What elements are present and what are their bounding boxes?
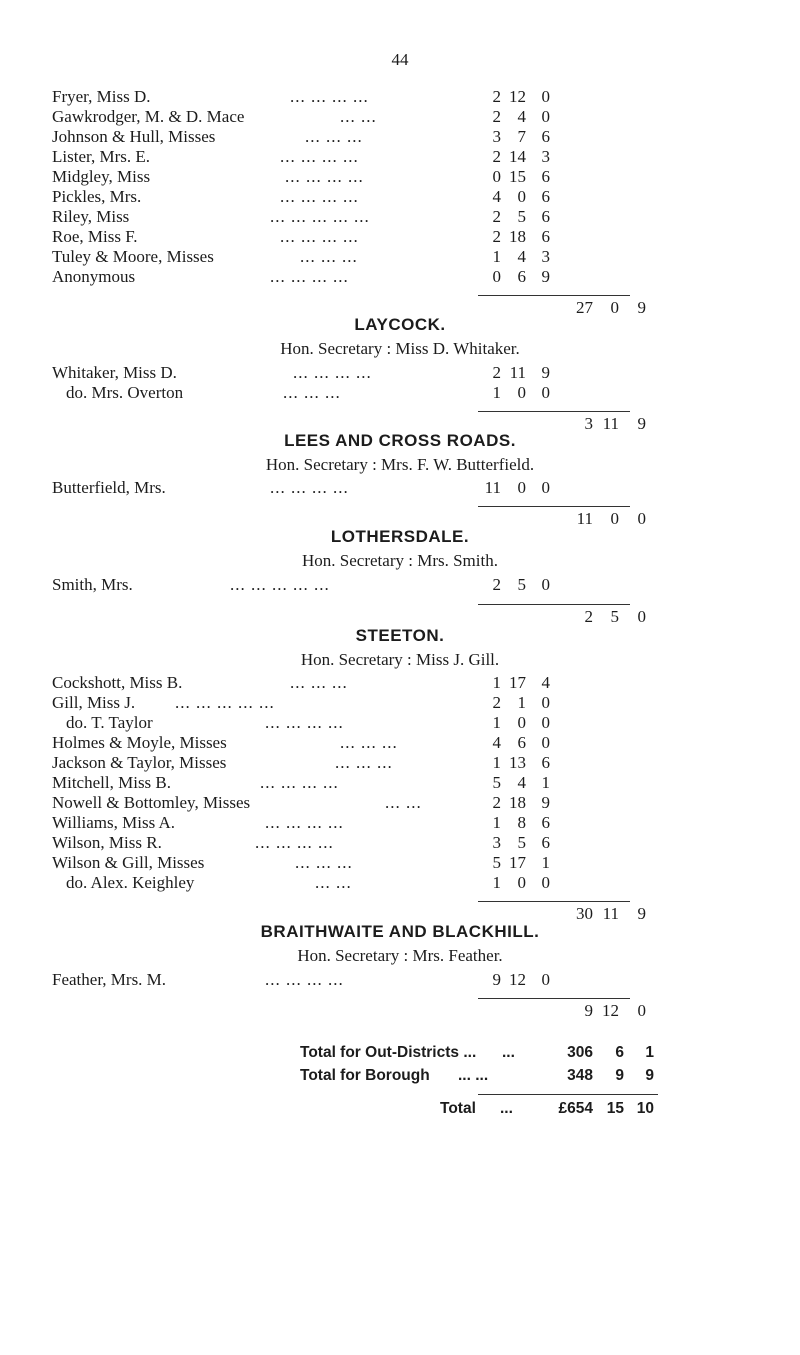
entry-row (0, 362, 800, 384)
entry-row (0, 106, 800, 128)
entry-name: Jackson & Taylor, Misses (52, 753, 227, 772)
amount-shillings: 5 (517, 575, 526, 594)
entry-name: Tuley & Moore, Misses (52, 247, 214, 266)
entry-row (0, 86, 800, 108)
amount-pence: 6 (541, 227, 550, 246)
amount-pounds: 1 (492, 713, 501, 732)
entry-name: Lister, Mrs. E. (52, 147, 150, 166)
amount-shillings: 12 (509, 87, 526, 106)
leader-dots: ... ... ... (305, 127, 363, 146)
amount-shillings: 15 (509, 167, 526, 186)
amount-pence: 0 (541, 713, 550, 732)
amount-shillings: 6 (517, 267, 526, 286)
amount-pounds: 4 (492, 187, 501, 206)
leader-dots: ... ... ... ... (265, 713, 344, 732)
entry-name: Nowell & Bottomley, Misses (52, 793, 251, 812)
grand-total-dots: ... (500, 1100, 513, 1117)
section-heading: LOTHERSDALE. (330, 527, 470, 546)
out-districts-total-pence: 1 (645, 1044, 654, 1061)
total-pounds: 27 (576, 298, 593, 317)
entry-row (0, 672, 800, 694)
amount-shillings: 4 (517, 773, 526, 792)
entry-name: Holmes & Moyle, Misses (52, 733, 227, 752)
total-pounds: 11 (576, 509, 593, 528)
amount-pence: 1 (541, 853, 550, 872)
leader-dots: ... ... ... ... (285, 167, 364, 186)
amount-pence: 9 (541, 793, 550, 812)
entry-row (0, 969, 800, 991)
amount-pence: 9 (541, 363, 550, 382)
borough-total-pence: 9 (645, 1067, 654, 1084)
entry-row (0, 166, 800, 188)
amount-shillings: 12 (509, 970, 526, 989)
entry-name: Anonymous (52, 267, 136, 286)
amount-pence: 6 (541, 813, 550, 832)
entry-row (0, 772, 800, 794)
entry-row (0, 382, 800, 404)
total-pence: 9 (637, 414, 646, 433)
amount-pence: 0 (541, 693, 550, 712)
column-rule (478, 1094, 658, 1095)
leader-dots: ... ... (340, 107, 377, 126)
amount-shillings: 0 (517, 383, 526, 402)
amount-pence: 0 (541, 575, 550, 594)
hon-secretary: Hon. Secretary : Miss D. Whitaker. (280, 339, 520, 358)
amount-pence: 0 (541, 733, 550, 752)
amount-pence: 4 (541, 673, 550, 692)
entry-name: Cockshott, Miss B. (52, 673, 183, 692)
entry-row (0, 732, 800, 754)
amount-shillings: 11 (509, 363, 526, 382)
total-pence: 0 (637, 607, 646, 626)
entry-name: do. Alex. Keighley (66, 873, 195, 892)
amount-shillings: 4 (517, 247, 526, 266)
amount-shillings: 1 (517, 693, 526, 712)
entry-row (0, 126, 800, 148)
entry-name: Butterfield, Mrs. (52, 478, 166, 497)
total-shillings: 11 (602, 904, 619, 923)
amount-shillings: 18 (509, 793, 526, 812)
out-districts-total-label: Total for Out-Districts ... (300, 1044, 477, 1061)
out-districts-total-pounds: 306 (567, 1044, 593, 1061)
column-rule (478, 901, 630, 902)
grand-total-pounds: £654 (558, 1100, 593, 1117)
amount-pence: 3 (541, 147, 550, 166)
entry-name: Wilson, Miss R. (52, 833, 162, 852)
section-total-row (0, 1000, 800, 1022)
entry-name: do. Mrs. Overton (66, 383, 184, 402)
out-districts-total-shillings: 6 (615, 1044, 624, 1061)
page-number: 44 (391, 50, 409, 69)
amount-pence: 6 (541, 753, 550, 772)
amount-pounds: 2 (492, 363, 501, 382)
amount-pounds: 1 (492, 247, 501, 266)
leader-dots: ... ... ... ... ... (175, 693, 275, 712)
borough-total-pounds: 348 (567, 1067, 593, 1084)
hon-secretary: Hon. Secretary : Miss J. Gill. (300, 650, 500, 669)
amount-pence: 6 (541, 167, 550, 186)
leader-dots: ... ... ... ... (265, 813, 344, 832)
amount-pounds: 2 (492, 575, 501, 594)
amount-pounds: 2 (492, 207, 501, 226)
amount-pounds: 2 (492, 227, 501, 246)
amount-pence: 0 (541, 87, 550, 106)
column-rule (478, 411, 630, 412)
amount-pence: 0 (541, 970, 550, 989)
amount-pounds: 3 (492, 127, 501, 146)
amount-pence: 9 (541, 267, 550, 286)
amount-shillings: 5 (517, 833, 526, 852)
amount-shillings: 13 (509, 753, 526, 772)
amount-pounds: 0 (492, 267, 501, 286)
total-pence: 9 (637, 298, 646, 317)
amount-shillings: 17 (509, 673, 526, 692)
total-pounds: 3 (584, 414, 593, 433)
grand-total-pence: 10 (636, 1100, 654, 1117)
leader-dots: ... ... ... ... (290, 87, 369, 106)
entry-name: Williams, Miss A. (52, 813, 176, 832)
amount-pence: 3 (541, 247, 550, 266)
entry-row (0, 852, 800, 874)
entry-name: Gawkrodger, M. & D. Mace (52, 107, 245, 126)
amount-pounds: 0 (492, 167, 501, 186)
entry-name: Gill, Miss J. (52, 693, 136, 712)
amount-pence: 0 (541, 383, 550, 402)
amount-shillings: 4 (517, 107, 526, 126)
borough-total-dots: ... ... (458, 1067, 489, 1084)
column-rule (478, 998, 630, 999)
total-shillings: 0 (610, 509, 619, 528)
entry-name: Roe, Miss F. (52, 227, 138, 246)
amount-pounds: 9 (492, 970, 501, 989)
amount-pounds: 5 (492, 853, 501, 872)
amount-pence: 0 (541, 478, 550, 497)
grand-total-label: Total (440, 1100, 476, 1117)
entry-row (0, 246, 800, 268)
amount-pence: 6 (541, 127, 550, 146)
entry-name: Whitaker, Miss D. (52, 363, 177, 382)
amount-shillings: 17 (509, 853, 526, 872)
entry-name: Feather, Mrs. M. (52, 970, 167, 989)
leader-dots: ... ... (385, 793, 422, 812)
section-heading: LAYCOCK. (354, 315, 446, 334)
borough-total-label: Total for Borough (300, 1067, 430, 1084)
hon-secretary: Hon. Secretary : Mrs. F. W. Butterfield. (265, 455, 535, 474)
amount-shillings: 0 (517, 187, 526, 206)
entry-row (0, 832, 800, 854)
entry-name: Smith, Mrs. (52, 575, 133, 594)
section-heading: LEES AND CROSS ROADS. (284, 431, 516, 450)
amount-pounds: 1 (492, 673, 501, 692)
amount-shillings: 18 (509, 227, 526, 246)
amount-pounds: 2 (492, 693, 501, 712)
total-pounds: 9 (584, 1001, 593, 1020)
amount-pounds: 5 (492, 773, 501, 792)
hon-secretary: Hon. Secretary : Mrs. Feather. (297, 946, 503, 965)
amount-shillings: 0 (517, 873, 526, 892)
section-heading: BRAITHWAITE AND BLACKHILL. (260, 922, 540, 941)
section-heading: STEETON. (355, 626, 445, 645)
leader-dots: ... ... (315, 873, 352, 892)
amount-pounds: 1 (492, 753, 501, 772)
amount-pence: 0 (541, 107, 550, 126)
amount-pounds: 11 (484, 478, 501, 497)
column-rule (478, 506, 630, 507)
amount-pence: 1 (541, 773, 550, 792)
amount-shillings: 8 (517, 813, 526, 832)
entry-name: Johnson & Hull, Misses (52, 127, 216, 146)
entry-name: Midgley, Miss (52, 167, 151, 186)
amount-pounds: 1 (492, 813, 501, 832)
total-pence: 9 (637, 904, 646, 923)
leader-dots: ... ... ... (340, 733, 398, 752)
amount-pounds: 3 (492, 833, 501, 852)
amount-shillings: 6 (517, 733, 526, 752)
total-pounds: 30 (576, 904, 593, 923)
entry-row (0, 206, 800, 228)
entry-row (0, 872, 800, 894)
total-pence: 0 (637, 509, 646, 528)
entry-row (0, 812, 800, 834)
entry-name: Fryer, Miss D. (52, 87, 151, 106)
leader-dots: ... ... ... (335, 753, 393, 772)
leader-dots: ... ... ... ... (260, 773, 339, 792)
amount-pounds: 2 (492, 107, 501, 126)
amount-pence: 6 (541, 833, 550, 852)
hon-secretary: Hon. Secretary : Mrs. Smith. (302, 551, 498, 570)
entry-row (0, 477, 800, 499)
leader-dots: ... ... ... (283, 383, 341, 402)
amount-pounds: 2 (492, 87, 501, 106)
borough-total-shillings: 9 (615, 1067, 624, 1084)
amount-pounds: 2 (492, 147, 501, 166)
total-shillings: 12 (602, 1001, 619, 1020)
total-shillings: 11 (602, 414, 619, 433)
entry-row (0, 792, 800, 814)
amount-shillings: 14 (509, 147, 526, 166)
leader-dots: ... ... ... ... (255, 833, 334, 852)
leader-dots: ... ... ... ... (270, 478, 349, 497)
entry-row (0, 712, 800, 734)
section-total-row (0, 606, 800, 628)
entry-name: Pickles, Mrs. (52, 187, 142, 206)
leader-dots: ... ... ... ... (280, 147, 359, 166)
amount-shillings: 0 (517, 478, 526, 497)
leader-dots: ... ... ... (290, 673, 348, 692)
column-rule (478, 604, 630, 605)
entry-name: do. T. Taylor (66, 713, 153, 732)
amount-pence: 6 (541, 187, 550, 206)
entry-row (0, 752, 800, 774)
amount-pounds: 2 (492, 793, 501, 812)
entry-name: Mitchell, Miss B. (52, 773, 172, 792)
leader-dots: ... ... ... (295, 853, 353, 872)
leader-dots: ... ... ... ... (280, 187, 359, 206)
total-shillings: 5 (610, 607, 619, 626)
leader-dots: ... ... ... ... (265, 970, 344, 989)
total-shillings: 0 (610, 298, 619, 317)
entry-row (0, 692, 800, 714)
amount-shillings: 0 (517, 713, 526, 732)
leader-dots: ... ... ... ... (293, 363, 372, 382)
entry-row (0, 226, 800, 248)
leader-dots: ... ... ... ... (270, 267, 349, 286)
leader-dots: ... ... ... ... ... (270, 207, 370, 226)
total-pence: 0 (637, 1001, 646, 1020)
leader-dots: ... ... ... ... ... (230, 575, 330, 594)
amount-pence: 0 (541, 873, 550, 892)
entry-name: Wilson & Gill, Misses (52, 853, 205, 872)
amount-shillings: 5 (517, 207, 526, 226)
grand-total-shillings: 15 (606, 1100, 624, 1117)
column-rule (478, 295, 630, 296)
amount-pence: 6 (541, 207, 550, 226)
entry-row (0, 574, 800, 596)
out-districts-total-dots: ... (502, 1044, 515, 1061)
leader-dots: ... ... ... ... (280, 227, 359, 246)
entry-row (0, 266, 800, 288)
amount-pounds: 1 (492, 383, 501, 402)
entry-name: Riley, Miss (52, 207, 130, 226)
entry-row (0, 186, 800, 208)
amount-pounds: 1 (492, 873, 501, 892)
amount-pounds: 4 (492, 733, 501, 752)
leader-dots: ... ... ... (300, 247, 358, 266)
total-pounds: 2 (584, 607, 593, 626)
amount-shillings: 7 (517, 127, 526, 146)
entry-row (0, 146, 800, 168)
